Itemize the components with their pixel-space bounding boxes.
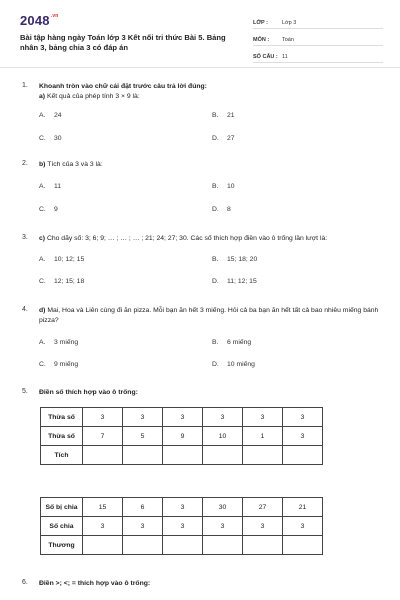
logo-text: 2048 [20, 13, 50, 28]
table-row [41, 517, 323, 536]
meta-label: MÔN : [253, 37, 270, 43]
answer-cell[interactable] [83, 446, 123, 465]
option-letter: C. [39, 361, 46, 368]
logo-suffix: .vn [50, 13, 59, 19]
table-cell: 3 [123, 517, 163, 536]
question-text [39, 82, 379, 102]
option-text: 10 [227, 183, 235, 190]
option-a[interactable] [39, 256, 84, 263]
option-b[interactable] [212, 256, 257, 263]
subquestion-text: Mai, Hoa và Liên cùng đi ăn pizza. Mỗi bạn ăn hết 3 miếng. Hỏi cả ba bạn ăn hết tất cả bao nhiêu miếng bánh pizza? [39, 307, 379, 324]
table-cell: 15 [83, 498, 123, 517]
table-cell: 3 [283, 427, 323, 446]
question-text [39, 160, 379, 170]
row-header: Số chia [41, 517, 83, 536]
option-a[interactable] [39, 339, 78, 346]
meta-label: SỐ CÂU : [253, 54, 278, 60]
option-d[interactable] [212, 206, 231, 213]
table-cell: 6 [123, 498, 163, 517]
table-cell: 3 [83, 517, 123, 536]
option-letter: D. [212, 278, 219, 285]
row-header: Thương [41, 536, 83, 555]
option-text: 21 [227, 112, 235, 119]
meta-value: 11 [282, 54, 288, 60]
table-cell: 3 [163, 498, 203, 517]
row-header: Thừa số [41, 427, 83, 446]
option-text: 27 [227, 135, 235, 142]
table-cell: 3 [203, 408, 243, 427]
answer-cell[interactable] [203, 446, 243, 465]
option-text: 11; 12; 15 [227, 278, 257, 285]
answer-cell[interactable] [163, 446, 203, 465]
option-a[interactable] [39, 183, 61, 190]
option-letter: B. [212, 256, 219, 263]
option-letter: A. [39, 339, 46, 346]
table-cell: 27 [243, 498, 283, 517]
table-cell: 9 [163, 427, 203, 446]
option-c[interactable] [39, 135, 62, 142]
option-letter: B. [212, 112, 219, 119]
option-text: 9 [54, 206, 58, 213]
question-number: 1. [22, 82, 28, 89]
option-letter: A. [39, 256, 46, 263]
option-letter: D. [212, 135, 219, 142]
option-letter: B. [212, 339, 219, 346]
table-cell: 3 [283, 517, 323, 536]
option-d[interactable] [212, 135, 235, 142]
table-cell: 5 [123, 427, 163, 446]
subquestion-text: Kết quả của phép tính 3 × 9 là: [46, 93, 140, 100]
table-cell: 3 [163, 408, 203, 427]
option-text: 15; 18; 20 [227, 256, 258, 263]
meta-value: Toán [282, 37, 294, 43]
answer-cell[interactable] [123, 536, 163, 555]
subquestion-label: d) [39, 307, 46, 314]
table-cell: 3 [163, 517, 203, 536]
meta-info [253, 16, 383, 63]
option-c[interactable] [39, 206, 58, 213]
question-text: Điền >; <; = thích hợp vào ô trống: [39, 580, 151, 587]
answer-cell[interactable] [123, 446, 163, 465]
subquestion-label: b) [39, 161, 46, 168]
table-row [41, 408, 323, 427]
answer-cell[interactable] [243, 536, 283, 555]
answer-cell[interactable] [283, 536, 323, 555]
division-table [40, 497, 323, 555]
multiplication-table [40, 407, 323, 465]
option-text: 9 miếng [54, 361, 79, 368]
meta-row-subject [253, 33, 383, 46]
option-text: 24 [54, 112, 62, 119]
question-text: Điền số thích hợp vào ô trống: [39, 389, 138, 396]
option-letter: A. [39, 183, 46, 190]
option-c[interactable] [39, 361, 78, 368]
table-cell: 3 [243, 517, 283, 536]
question-number: 6. [22, 579, 28, 586]
row-header: Thừa số [41, 408, 83, 427]
question-number: 3. [22, 234, 28, 241]
question-text [39, 234, 379, 244]
table-cell: 7 [83, 427, 123, 446]
table-row [41, 446, 323, 465]
subquestion-label: c) [39, 235, 46, 242]
option-text: 30 [54, 135, 62, 142]
logo[interactable] [20, 13, 59, 28]
question-subtext [39, 92, 379, 102]
option-a[interactable] [39, 112, 62, 119]
meta-label: LỚP : [253, 20, 268, 26]
option-d[interactable] [212, 361, 255, 368]
option-letter: D. [212, 206, 219, 213]
subquestion-text: Cho dãy số: 3; 6; 9; … ; … ; … ; 21; 24; 27; 30. Các số thích hợp điền vào ô trống lần lượt là: [46, 235, 328, 242]
document-title: Bài tập hàng ngày Toán lớp 3 Kết nối tri thức Bài 5. Bảng nhân 3, bảng chia 3 có đáp án [20, 33, 226, 52]
answer-cell[interactable] [283, 446, 323, 465]
option-letter: C. [39, 206, 46, 213]
meta-row-count [253, 50, 383, 63]
question-number: 4. [22, 306, 28, 313]
option-b[interactable] [212, 339, 251, 346]
option-text: 12; 15; 18 [54, 278, 85, 285]
table-cell: 3 [243, 408, 283, 427]
question-text [39, 306, 379, 326]
subquestion-text: Tích của 3 và 3 là: [47, 161, 103, 168]
option-text: 10; 12; 15 [54, 256, 85, 263]
row-header: Tích [41, 446, 83, 465]
option-letter: C. [39, 135, 46, 142]
option-letter: B. [212, 183, 219, 190]
table-row [41, 498, 323, 517]
option-c[interactable] [39, 278, 84, 285]
option-letter: C. [39, 278, 46, 285]
page-header [20, 13, 382, 63]
table-row [41, 427, 323, 446]
answer-cell[interactable] [83, 536, 123, 555]
question-number: 2. [22, 160, 28, 167]
option-b[interactable] [212, 112, 235, 119]
option-text: 10 miếng [227, 361, 255, 368]
answer-cell[interactable] [203, 536, 243, 555]
table-cell: 3 [283, 408, 323, 427]
question-intro: Khoanh tròn vào chữ cái đặt trước câu trả lời đúng: [39, 83, 207, 90]
option-text: 8 [227, 206, 231, 213]
table-cell: 10 [203, 427, 243, 446]
table-cell: 3 [83, 408, 123, 427]
option-text: 11 [54, 183, 62, 190]
question-number: 5. [22, 388, 28, 395]
option-text: 6 miếng [227, 339, 252, 346]
table-cell: 3 [203, 517, 243, 536]
header-divider [0, 67, 400, 68]
answer-cell[interactable] [243, 446, 283, 465]
meta-value: Lớp 3 [282, 20, 297, 26]
answer-cell[interactable] [163, 536, 203, 555]
option-letter: D. [212, 361, 219, 368]
meta-row-class [253, 16, 383, 29]
row-header: Số bị chia [41, 498, 83, 517]
table-cell: 21 [283, 498, 323, 517]
table-cell: 1 [243, 427, 283, 446]
option-text: 3 miếng [54, 339, 79, 346]
option-letter: A. [39, 112, 46, 119]
option-d[interactable] [212, 278, 257, 285]
table-cell: 30 [203, 498, 243, 517]
subquestion-label: a) [39, 93, 46, 100]
option-b[interactable] [212, 183, 235, 190]
table-row [41, 536, 323, 555]
table-cell: 3 [123, 408, 163, 427]
